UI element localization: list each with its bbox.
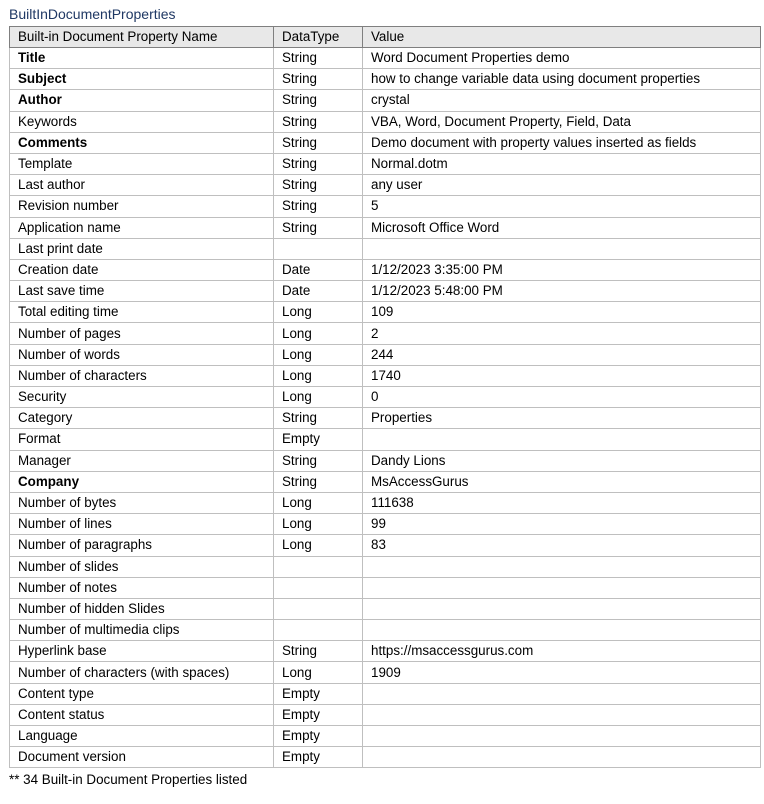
table-row — [10, 577, 761, 598]
property-name-cell: Number of bytes — [10, 492, 274, 513]
property-name-cell: Revision number — [10, 196, 274, 217]
datatype-cell: Long — [274, 302, 363, 323]
footnote: ** 34 Built-in Document Properties listed — [9, 772, 248, 787]
value-cell: 111638 — [363, 492, 761, 513]
value-cell: any user — [363, 175, 761, 196]
property-name-cell: Number of words — [10, 344, 274, 365]
table-row — [10, 132, 761, 153]
value-cell: how to change variable data using document properties — [363, 69, 761, 90]
value-cell: 1/12/2023 3:35:00 PM — [363, 259, 761, 280]
table-row — [10, 90, 761, 111]
datatype-cell: String — [274, 132, 363, 153]
table-row — [10, 281, 761, 302]
datatype-cell — [274, 556, 363, 577]
value-cell: Microsoft Office Word — [363, 217, 761, 238]
property-name-cell: Last author — [10, 175, 274, 196]
datatype-cell: String — [274, 217, 363, 238]
value-cell — [363, 556, 761, 577]
datatype-cell: String — [274, 641, 363, 662]
datatype-cell: Long — [274, 387, 363, 408]
property-name-cell: Category — [10, 408, 274, 429]
property-name-cell: Number of multimedia clips — [10, 620, 274, 641]
value-cell — [363, 577, 761, 598]
value-cell — [363, 620, 761, 641]
datatype-cell: Empty — [274, 726, 363, 747]
property-name-cell: Keywords — [10, 111, 274, 132]
value-cell: Dandy Lions — [363, 450, 761, 471]
value-cell: https://msaccessgurus.com — [363, 641, 761, 662]
property-name-cell: Number of hidden Slides — [10, 598, 274, 619]
datatype-cell: Long — [274, 535, 363, 556]
property-name-cell: Number of slides — [10, 556, 274, 577]
table-row — [10, 196, 761, 217]
value-cell: Properties — [363, 408, 761, 429]
datatype-cell: String — [274, 196, 363, 217]
table-row — [10, 111, 761, 132]
table-row — [10, 620, 761, 641]
datatype-cell — [274, 620, 363, 641]
property-name-cell: Total editing time — [10, 302, 274, 323]
datatype-cell: String — [274, 111, 363, 132]
value-cell: Normal.dotm — [363, 153, 761, 174]
value-cell: 99 — [363, 514, 761, 535]
table-row — [10, 259, 761, 280]
property-name-cell: Security — [10, 387, 274, 408]
table-row — [10, 365, 761, 386]
header-value: Value — [363, 27, 761, 48]
value-cell — [363, 429, 761, 450]
value-cell: 2 — [363, 323, 761, 344]
table-row — [10, 747, 761, 768]
property-name-cell: Application name — [10, 217, 274, 238]
table-row — [10, 704, 761, 725]
property-name-cell: Last save time — [10, 281, 274, 302]
table-row — [10, 556, 761, 577]
datatype-cell: Long — [274, 492, 363, 513]
header-property-name: Built-in Document Property Name — [10, 27, 274, 48]
datatype-cell: Long — [274, 344, 363, 365]
table-row — [10, 492, 761, 513]
table-row — [10, 535, 761, 556]
datatype-cell — [274, 598, 363, 619]
value-cell: VBA, Word, Document Property, Field, Data — [363, 111, 761, 132]
property-name-cell: Content type — [10, 683, 274, 704]
value-cell: crystal — [363, 90, 761, 111]
property-name-cell: Language — [10, 726, 274, 747]
property-name-cell: Hyperlink base — [10, 641, 274, 662]
property-name-cell: Number of lines — [10, 514, 274, 535]
value-cell: 1740 — [363, 365, 761, 386]
value-cell: Demo document with property values inserted as fields — [363, 132, 761, 153]
property-name-cell: Creation date — [10, 259, 274, 280]
table-row — [10, 48, 761, 69]
datatype-cell: Empty — [274, 429, 363, 450]
table-row — [10, 238, 761, 259]
property-name-cell: Content status — [10, 704, 274, 725]
value-cell — [363, 598, 761, 619]
property-name-cell: Title — [10, 48, 274, 69]
table-row — [10, 450, 761, 471]
table-row — [10, 514, 761, 535]
datatype-cell: String — [274, 450, 363, 471]
property-name-cell: Format — [10, 429, 274, 450]
table-row — [10, 387, 761, 408]
datatype-cell: Long — [274, 514, 363, 535]
datatype-cell: Empty — [274, 683, 363, 704]
value-cell: 1909 — [363, 662, 761, 683]
property-name-cell: Number of characters (with spaces) — [10, 662, 274, 683]
datatype-cell: String — [274, 408, 363, 429]
table-row — [10, 641, 761, 662]
datatype-cell: Long — [274, 662, 363, 683]
value-cell: 109 — [363, 302, 761, 323]
value-cell — [363, 683, 761, 704]
table-row — [10, 69, 761, 90]
table-row — [10, 344, 761, 365]
header-row — [10, 27, 761, 48]
datatype-cell: String — [274, 175, 363, 196]
table-row — [10, 323, 761, 344]
table-row — [10, 471, 761, 492]
property-name-cell: Template — [10, 153, 274, 174]
property-name-cell: Author — [10, 90, 274, 111]
table-row — [10, 153, 761, 174]
datatype-cell: Long — [274, 323, 363, 344]
value-cell: MsAccessGurus — [363, 471, 761, 492]
header-datatype: DataType — [274, 27, 363, 48]
value-cell — [363, 238, 761, 259]
property-name-cell: Number of characters — [10, 365, 274, 386]
datatype-cell: Date — [274, 259, 363, 280]
datatype-cell — [274, 577, 363, 598]
value-cell: 83 — [363, 535, 761, 556]
datatype-cell: String — [274, 48, 363, 69]
table-row — [10, 662, 761, 683]
table-row — [10, 683, 761, 704]
value-cell: 5 — [363, 196, 761, 217]
datatype-cell: String — [274, 153, 363, 174]
value-cell: 0 — [363, 387, 761, 408]
value-cell: 1/12/2023 5:48:00 PM — [363, 281, 761, 302]
value-cell — [363, 704, 761, 725]
property-name-cell: Company — [10, 471, 274, 492]
property-name-cell: Manager — [10, 450, 274, 471]
table-caption: BuiltInDocumentProperties — [9, 6, 176, 22]
datatype-cell — [274, 238, 363, 259]
properties-table — [9, 26, 761, 768]
property-name-cell: Number of paragraphs — [10, 535, 274, 556]
table-row — [10, 175, 761, 196]
table-row — [10, 726, 761, 747]
property-name-cell: Last print date — [10, 238, 274, 259]
datatype-cell: String — [274, 471, 363, 492]
datatype-cell: Empty — [274, 704, 363, 725]
property-name-cell: Comments — [10, 132, 274, 153]
table-row — [10, 217, 761, 238]
table-row — [10, 429, 761, 450]
property-name-cell: Number of notes — [10, 577, 274, 598]
datatype-cell: String — [274, 90, 363, 111]
value-cell: Word Document Properties demo — [363, 48, 761, 69]
table-row — [10, 302, 761, 323]
property-name-cell: Number of pages — [10, 323, 274, 344]
property-name-cell: Subject — [10, 69, 274, 90]
table-row — [10, 408, 761, 429]
property-name-cell: Document version — [10, 747, 274, 768]
datatype-cell: Empty — [274, 747, 363, 768]
table-row — [10, 598, 761, 619]
datatype-cell: String — [274, 69, 363, 90]
datatype-cell: Long — [274, 365, 363, 386]
value-cell — [363, 726, 761, 747]
value-cell: 244 — [363, 344, 761, 365]
value-cell — [363, 747, 761, 768]
datatype-cell: Date — [274, 281, 363, 302]
